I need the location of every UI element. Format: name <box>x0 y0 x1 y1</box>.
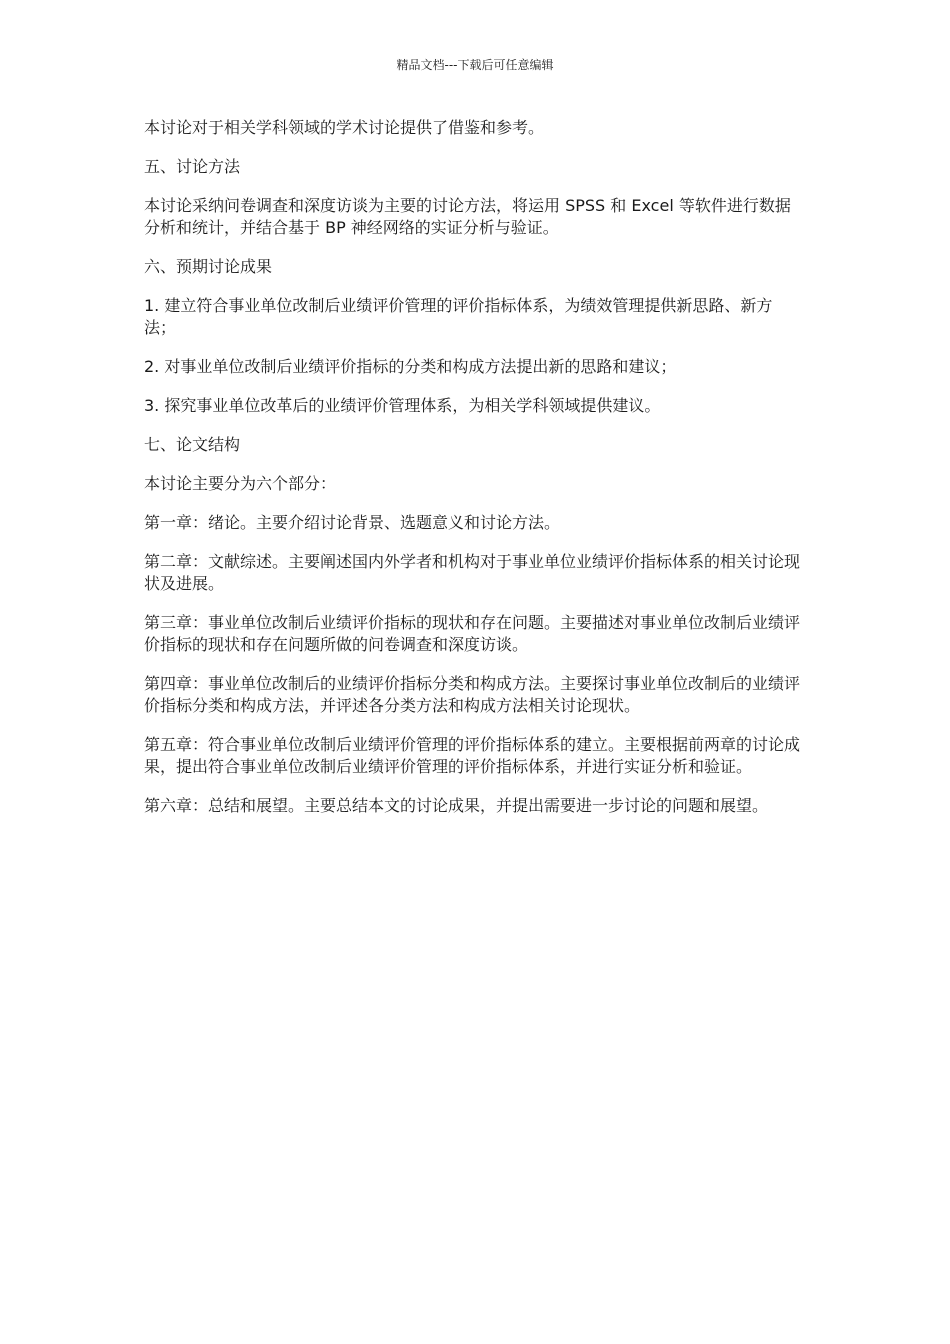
section-heading-methods: 五、讨论方法 <box>144 157 241 176</box>
chapter-item: 第三章：事业单位改制后业绩评价指标的现状和存在问题。主要描述对事业单位改制后业绩评价指标的现状和存在问题所做的问卷调查和深度访谈。 <box>144 613 801 654</box>
chapter-item: 第五章：符合事业单位改制后业绩评价管理的评价指标体系的建立。主要根据前两章的讨论成果，提出符合事业单位改制后业绩评价管理的评价指标体系，并进行实证分析和验证。 <box>144 735 801 776</box>
page-header: 精品文档---下载后可任意编辑 <box>396 58 554 72</box>
list-item: 2. 对事业单位改制后业绩评价指标的分类和构成方法提出新的思路和建议； <box>144 357 677 376</box>
chapter-item: 第四章：事业单位改制后的业绩评价指标分类和构成方法。主要探讨事业单位改制后的业绩评价指标分类和构成方法，并评述各分类方法和构成方法相关讨论现状。 <box>144 674 801 715</box>
chapter-item: 第二章：文献综述。主要阐述国内外学者和机构对于事业单位业绩评价指标体系的相关讨论现状及进展。 <box>144 552 801 593</box>
chapter-item: 第六章：总结和展望。主要总结本文的讨论成果，并提出需要进一步讨论的问题和展望。 <box>144 796 769 815</box>
document-body <box>144 117 800 834</box>
list-item: 1. 建立符合事业单位改制后业绩评价管理的评价指标体系，为绩效管理提供新思路、新方法； <box>144 296 773 337</box>
section-heading-structure: 七、论文结构 <box>144 435 241 454</box>
section-heading-expected-results: 六、预期讨论成果 <box>144 257 273 276</box>
body-paragraph: 本讨论主要分为六个部分： <box>144 474 337 493</box>
body-paragraph: 本讨论采纳问卷调查和深度访谈为主要的讨论方法，将运用 SPSS 和 Excel 等软件进行数据分析和统计，并结合基于 BP 神经网络的实证分析与验证。 <box>144 196 791 237</box>
list-item: 3. 探究事业单位改革后的业绩评价管理体系，为相关学科领域提供建议。 <box>144 396 661 415</box>
chapter-item: 第一章：绪论。主要介绍讨论背景、选题意义和讨论方法。 <box>144 513 561 532</box>
body-paragraph: 本讨论对于相关学科领域的学术讨论提供了借鉴和参考。 <box>144 118 545 137</box>
